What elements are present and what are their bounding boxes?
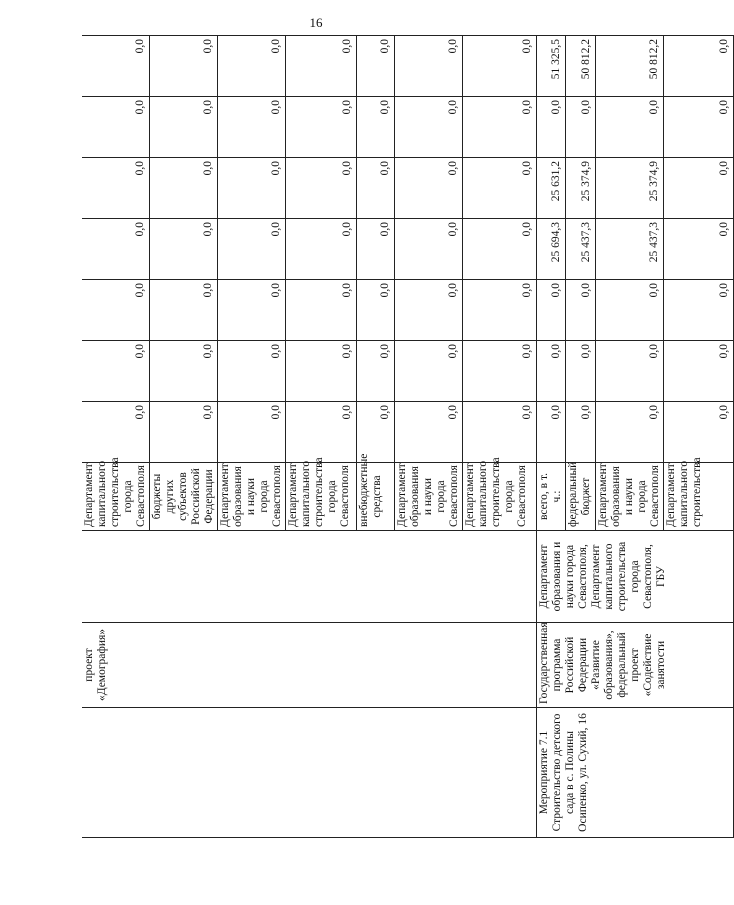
value-cell: 0,0 <box>463 97 537 158</box>
value-cell: 0,0 <box>664 341 734 402</box>
value-cell: 25 374,9 <box>566 158 596 219</box>
value-cell: 0,0 <box>463 341 537 402</box>
value-cell: 25 437,3 <box>566 219 596 280</box>
value-cell: 0,0 <box>537 97 566 158</box>
value-cell: 0,0 <box>286 158 357 219</box>
value-cell: 0,0 <box>395 36 463 97</box>
value-cell: 0,0 <box>566 402 596 463</box>
value-cell: 0,0 <box>357 280 395 341</box>
value-cell: 0,0 <box>82 280 150 341</box>
value-cell: 25 437,3 <box>596 219 664 280</box>
value-cell: 0,0 <box>357 36 395 97</box>
value-cell: 0,0 <box>150 36 218 97</box>
value-cell: 51 325,5 <box>537 36 566 97</box>
funding-source-cell: Департамент капитального строительства <box>664 463 734 531</box>
activity-name-cell <box>82 708 537 838</box>
page-number: 16 <box>309 15 323 30</box>
executor-cell <box>82 531 537 623</box>
value-cell: 0,0 <box>664 402 734 463</box>
value-cell: 0,0 <box>150 341 218 402</box>
value-cell: 0,0 <box>664 97 734 158</box>
value-cell: 0,0 <box>357 219 395 280</box>
value-cell: 0,0 <box>395 219 463 280</box>
value-cell: 0,0 <box>357 97 395 158</box>
program-cell: проект «Демография» <box>82 623 537 708</box>
value-cell: 0,0 <box>150 97 218 158</box>
value-cell: 0,0 <box>596 341 664 402</box>
value-cell: 0,0 <box>395 402 463 463</box>
value-cell: 0,0 <box>463 402 537 463</box>
table-row <box>537 36 566 838</box>
value-cell: 0,0 <box>596 97 664 158</box>
funding-source-cell: Департамент капитального строительства города Севастополя <box>286 463 357 531</box>
value-cell: 50 812,2 <box>596 36 664 97</box>
value-cell: 0,0 <box>82 219 150 280</box>
value-cell: 0,0 <box>463 158 537 219</box>
value-cell: 0,0 <box>664 280 734 341</box>
funding-source-cell: бюджеты других субъектов Российской Федерации <box>150 463 218 531</box>
funding-source-cell: Департамент образования и науки города Севастополя <box>596 463 664 531</box>
value-cell: 0,0 <box>463 280 537 341</box>
value-cell: 0,0 <box>150 158 218 219</box>
value-cell: 25 694,3 <box>537 219 566 280</box>
executor-cell: Департамент образования и науки города Севастополя, Департамент капитального строительства города Севастополя, ГБУ <box>537 531 734 623</box>
value-cell: 0,0 <box>395 341 463 402</box>
funding-source-cell: Департамент капитального строительства города Севастополя <box>463 463 537 531</box>
value-cell: 0,0 <box>357 402 395 463</box>
value-cell: 0,0 <box>664 36 734 97</box>
value-cell: 0,0 <box>218 219 286 280</box>
value-cell: 0,0 <box>664 219 734 280</box>
value-cell: 0,0 <box>395 97 463 158</box>
funding-source-cell: внебюджетные средства <box>357 463 395 531</box>
funding-source-cell: федеральный бюджет <box>566 463 596 531</box>
value-cell: 0,0 <box>596 280 664 341</box>
activity-name-cell: Мероприятие 7.1 Строительство детского сада в с. Полины Осипенко, ул. Сухий, 16 <box>537 708 734 838</box>
value-cell: 0,0 <box>218 402 286 463</box>
value-cell: 0,0 <box>286 280 357 341</box>
value-cell: 0,0 <box>218 158 286 219</box>
value-cell: 0,0 <box>82 158 150 219</box>
value-cell: 0,0 <box>357 341 395 402</box>
value-cell: 0,0 <box>566 97 596 158</box>
value-cell: 0,0 <box>218 280 286 341</box>
table-row <box>82 36 150 838</box>
value-cell: 0,0 <box>286 36 357 97</box>
value-cell: 0,0 <box>566 341 596 402</box>
value-cell: 25 631,2 <box>537 158 566 219</box>
value-cell: 0,0 <box>286 219 357 280</box>
value-cell: 0,0 <box>286 341 357 402</box>
value-cell: 0,0 <box>150 402 218 463</box>
value-cell: 0,0 <box>395 280 463 341</box>
value-cell: 0,0 <box>150 280 218 341</box>
value-cell: 0,0 <box>395 158 463 219</box>
value-cell: 0,0 <box>463 36 537 97</box>
value-cell: 0,0 <box>286 97 357 158</box>
value-cell: 0,0 <box>463 219 537 280</box>
value-cell: 0,0 <box>566 280 596 341</box>
value-cell: 0,0 <box>218 341 286 402</box>
budget-table <box>82 35 734 838</box>
value-cell: 0,0 <box>537 280 566 341</box>
value-cell: 0,0 <box>286 402 357 463</box>
value-cell: 0,0 <box>82 402 150 463</box>
value-cell: 0,0 <box>664 158 734 219</box>
value-cell: 0,0 <box>218 97 286 158</box>
value-cell: 0,0 <box>82 341 150 402</box>
value-cell: 0,0 <box>596 402 664 463</box>
value-cell: 0,0 <box>537 341 566 402</box>
funding-source-cell: Департамент образования и науки города Севастополя <box>218 463 286 531</box>
value-cell: 0,0 <box>218 36 286 97</box>
funding-source-cell: Департамент образования и науки города Севастополя <box>395 463 463 531</box>
funding-source-cell: всего, в т. ч.: <box>537 463 566 531</box>
value-cell: 50 812,2 <box>566 36 596 97</box>
value-cell: 0,0 <box>82 97 150 158</box>
rotated-table-area <box>82 36 730 838</box>
value-cell: 25 374,9 <box>596 158 664 219</box>
value-cell: 0,0 <box>150 219 218 280</box>
funding-source-cell: Департамент капитального строительства города Севастополя <box>82 463 150 531</box>
value-cell: 0,0 <box>537 402 566 463</box>
value-cell: 0,0 <box>357 158 395 219</box>
value-cell: 0,0 <box>82 36 150 97</box>
program-cell: Государственная программа Российской Федерации «Развитие образования», федеральный проект «Содействие занятости <box>537 623 734 708</box>
